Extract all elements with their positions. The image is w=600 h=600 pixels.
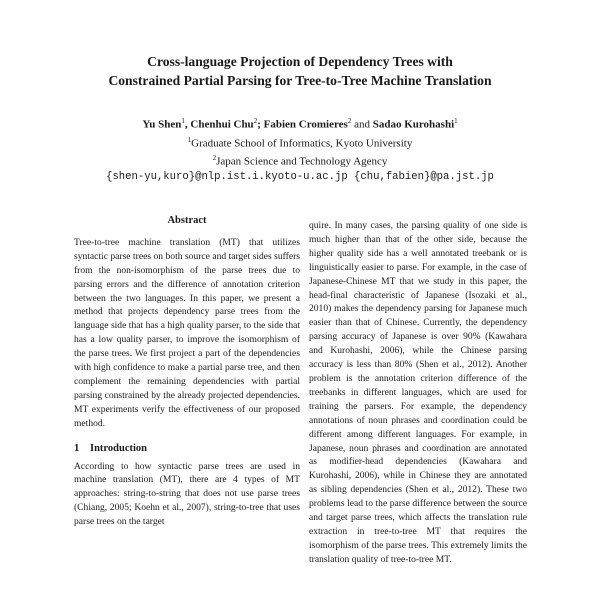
affiliation-text: Graduate School of Informatics, Kyoto University [191,137,413,150]
affiliation-1 [0,133,600,152]
affiliation-mark: 1 [454,117,458,125]
section-number: 1 [74,442,80,454]
affiliation-mark: 1 [181,117,185,125]
section-title: Introduction [90,442,147,454]
affiliation-mark: 1 [187,135,192,144]
author-block [0,114,600,185]
abstract-heading: Abstract [167,215,207,226]
author-emails: {shen-yu,kuro}@nlp.ist.i.kyoto-u.ac.jp {chu,fabien}@pa.jst.jp [106,170,494,183]
author-name: Sadao Kurohashi [372,118,455,131]
author-name: Yu Shen [142,118,182,131]
title-line-1: Cross-language Projection of Dependency Trees with [147,54,453,69]
abstract-text: Tree-to-tree machine translation (MT) that utilizes syntactic parse trees on both source and target sides suffers from the non-isomorphism of the parse trees due to parsing errors and the difference of annotation criterion between the two languages. In this paper, we present a method that projects dependency parse trees from the language side that has a high quality parser, to the side that has a low quality parser, to improve the isomorphism of the parse trees. We first project a part of the dependencies with high confidence to make a partial parse tree, and then complement the remaining dependencies with partial parsing constrained by the already projected dependencies. MT experiments verify the effectiveness of our proposed method. [74,236,300,429]
author-conjunction: and [354,118,370,131]
title-line-2: Constrained Partial Parsing for Tree-to-Tree Machine Translation [108,73,492,88]
affiliation-2 [0,151,600,170]
affiliation-mark: 2 [253,117,258,125]
author-name: Fabien Cromieres [263,118,348,131]
left-column [74,214,300,529]
right-column-text: quire. In many cases, the parsing quality of one side is much higher than that of the other side, because the higher quality side has a well annotated treebank or is linguistically easier to parse. For example, in the case of Japanese-Chinese MT that we study in this paper, the head-final characteristic of Japanese (Isozaki et al., 2010) makes the dependency parsing for Japanese much easier than that of Chinese. Currently, the dependency parsing accuracy of Japanese is over 90% (Kawahara and Kurohashi, 2006), while the Chinese parsing accuracy is less than 80% (Shen et al., 2012). Another problem is the annotation criterion difference of the treebanks in different languages, which are used for training the parsers. For example, the dependency annotations of noun phrases and coordination could be different among different languages. For example, in Japanese, noun phrases and coordination are annotated as modifier-head dependencies (Kawahara and Kurohashi, 2006), while in Chinese they are annotated as sibling dependencies (Shen et al., 2012). These two problems lead to the parse difference between the source and target parse trees, which affects the translation rule extraction in tree-to-tree MT that requires the isomorphism of the parse trees. This extremely limits the translation quality of tree-to-tree MT. [309,220,527,565]
paper-title [0,52,600,90]
affiliation-mark: 2 [212,154,217,163]
affiliation-mark: 2 [347,117,352,125]
affiliation-text: Japan Science and Technology Agency [216,155,388,168]
introduction-text: According to how syntactic parse trees are used in machine translation (MT), there are 4 types of MT approaches: string-to-string that does not use parse trees (Chiang, 2005; Koehn et al., 2007), string-to-tree that uses parse trees on the target [74,460,300,528]
author-names: Yu Shen$^1$, Chenhui Chu$^2$; Fabien Cromieres$^2$ and Sadao Kurohashi$^1$ [142,117,458,131]
section-heading-introduction [74,442,300,456]
right-column [309,219,527,567]
author-name: Chenhui Chu [190,118,254,131]
